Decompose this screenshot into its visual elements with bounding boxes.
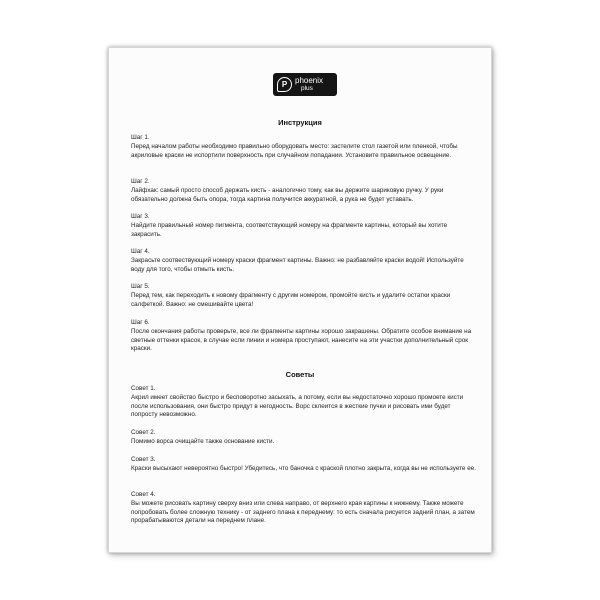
phoenix-logo-icon: P <box>277 77 292 92</box>
step-1-text: Перед началом работы необходимо правильно оборудовать место: застелите стол газетой или пленкой, чтобы акриловые краски не испортили поверхность при случайном попадании. Установите правильное освещение. <box>131 143 458 159</box>
step-5 <box>131 283 477 309</box>
tip-2 <box>131 429 477 447</box>
step-5-heading: Шаг 5. <box>131 283 150 290</box>
step-6-text: После окончания работы проверьте, все ли фрагменты картины хорошо закрашены. Обратите особое внимание на светные оттенки красок, в случае если линии и номера проступают, нанесите на эти участки дополнительный срок краски. <box>131 328 472 353</box>
step-2-heading: Шаг 2. <box>131 178 150 185</box>
logo-line-2: plus <box>301 84 313 92</box>
tip-3 <box>131 456 477 474</box>
tip-4-text: Вы можете рисовать картину сверху вниз или слева направо, от верхнего края картины к нижнему. Также можете попробовать более сложную технику - от заднего плана к переднему: то есть сначала рисуется задний план, а затем прорабатываются детали на переднем плане. <box>131 500 475 525</box>
step-3-text: Найдите правильный номер пигмента, соответствующий номеру на фрагменте картины, который вы хотите закрасить. <box>131 222 448 238</box>
step-4-heading: Шаг 4. <box>131 248 150 255</box>
tip-3-heading: Совет 3. <box>131 456 156 463</box>
tip-2-text: Помимо ворса очищайте также основание кисти. <box>131 438 275 446</box>
step-1 <box>131 134 477 160</box>
tip-3-text: Краски высыхают невероятно быстро! Убедитесь, что баночка с краской плотно закрыта, когда вы не используете ее. <box>131 465 476 473</box>
step-3-heading: Шаг 3. <box>131 213 150 220</box>
tip-1 <box>131 385 477 420</box>
step-5-text: Перед тем, как переходить к новому фрагменту с другим номером, промойте кисть и удалите остатки краски салфеткой. Важно: не смешивайте цвета! <box>131 292 451 308</box>
instruction-sheet <box>108 47 492 553</box>
step-2 <box>131 178 477 204</box>
phoenix-plus-logo <box>273 73 337 96</box>
step-6-heading: Шаг 6. <box>131 319 150 326</box>
logo-line-1: phoenix <box>295 75 324 85</box>
step-2-text: Лайфхак: самый просто способ держать кисть - аналогично тому, как вы держите шариковую ручку. У руки обязательно должна быть опора, тогда картина получится аккуратной, а рука не будет уставать. <box>131 187 444 203</box>
tip-1-heading: Совет 1. <box>131 385 156 392</box>
tips-title: Советы <box>285 370 315 379</box>
step-4 <box>131 248 477 274</box>
tip-1-text: Акрил имеет свойство быстро и бесповоротно засыхать, а потому, если вы недостаточно хорошо промоете кисти после использования, они быстро придут в негодность. Ворс склеится в жесткие пучки и рисовать ими будет попросту невозможно. <box>131 394 464 419</box>
step-6 <box>131 319 477 354</box>
step-3 <box>131 213 477 239</box>
logo-wordmark <box>295 77 323 93</box>
tip-4-heading: Совет 4. <box>131 491 156 498</box>
tip-2-heading: Совет 2. <box>131 429 156 436</box>
instructions-title: Инструкция <box>278 118 322 127</box>
tip-4 <box>131 491 477 526</box>
step-1-heading: Шаг 1. <box>131 134 150 141</box>
step-4-text: Закрасьте соотвествующий номеру краски фрагмент картины. Важно: не разбавляйте краски водой! Используйте воду для того, чтобы отмыть кисть. <box>131 257 464 273</box>
